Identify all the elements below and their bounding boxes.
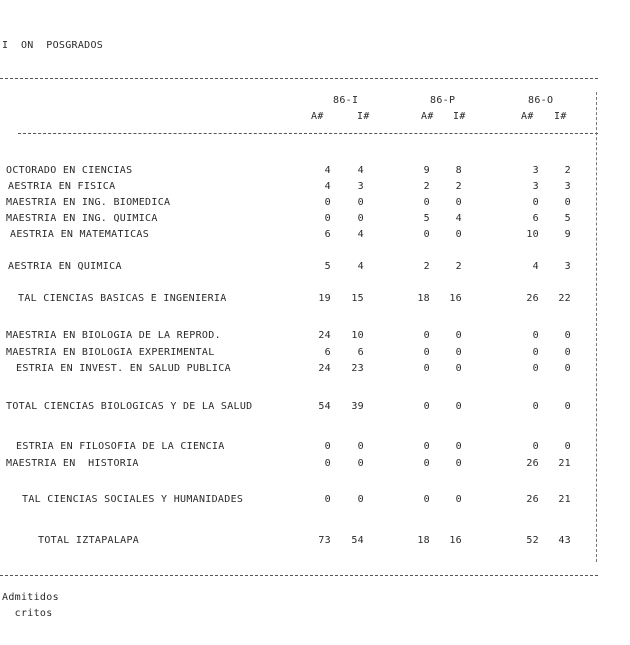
row-value: 54: [318, 401, 331, 412]
row-value: 26: [526, 458, 539, 469]
row-value: 0: [423, 401, 430, 412]
row-value: 16: [449, 535, 462, 546]
row-value: 0: [532, 347, 539, 358]
row-value: 0: [532, 401, 539, 412]
row-value: 0: [324, 494, 331, 505]
row-value: 0: [423, 197, 430, 208]
row-label: TOTAL CIENCIAS BIOLOGICAS Y DE LA SALUD: [6, 401, 253, 412]
row-value: 0: [455, 363, 462, 374]
col-sub-a-2: A#: [421, 111, 434, 122]
row-value: 0: [564, 363, 571, 374]
row-value: 0: [564, 441, 571, 452]
row-label: AESTRIA EN MATEMATICAS: [10, 229, 150, 240]
row-value: 0: [324, 213, 331, 224]
row-value: 0: [455, 347, 462, 358]
row-value: 0: [455, 330, 462, 341]
row-value: 0: [564, 197, 571, 208]
row-value: 6: [532, 213, 539, 224]
row-value: 4: [532, 261, 539, 272]
col-sub-i-3: I#: [554, 111, 567, 122]
col-sub-i-2: I#: [453, 111, 466, 122]
row-value: 0: [532, 363, 539, 374]
row-value: 2: [455, 261, 462, 272]
row-value: 10: [526, 229, 539, 240]
row-value: 0: [357, 213, 364, 224]
row-value: 0: [423, 330, 430, 341]
header-rule: [18, 133, 598, 134]
row-label: AESTRIA EN QUIMICA: [8, 261, 122, 272]
row-value: 21: [558, 494, 571, 505]
row-label: ESTRIA EN FILOSOFIA DE LA CIENCIA: [16, 441, 225, 452]
row-value: 18: [417, 535, 430, 546]
row-value: 0: [423, 494, 430, 505]
row-value: 0: [564, 347, 571, 358]
row-value: 0: [357, 494, 364, 505]
row-value: 54: [351, 535, 364, 546]
row-label: MAESTRIA EN BIOLOGIA EXPERIMENTAL: [6, 347, 215, 358]
col-sub-i-1: I#: [357, 111, 370, 122]
row-value: 0: [532, 330, 539, 341]
row-value: 4: [357, 165, 364, 176]
row-value: 0: [455, 229, 462, 240]
row-value: 19: [318, 293, 331, 304]
row-value: 2: [423, 181, 430, 192]
row-value: 4: [324, 165, 331, 176]
row-value: 0: [324, 441, 331, 452]
row-value: 10: [351, 330, 364, 341]
row-value: 6: [324, 347, 331, 358]
row-value: 0: [324, 458, 331, 469]
col-group-86-O: 86-O: [528, 95, 554, 106]
row-value: 0: [357, 458, 364, 469]
row-value: 5: [564, 213, 571, 224]
row-value: 0: [357, 197, 364, 208]
row-label: OCTORADO EN CIENCIAS: [6, 165, 133, 176]
top-rule: [0, 78, 598, 79]
row-value: 8: [455, 165, 462, 176]
row-value: 15: [351, 293, 364, 304]
row-label: MAESTRIA EN ING. BIOMEDICA: [6, 197, 171, 208]
row-value: 0: [423, 347, 430, 358]
row-value: 0: [455, 458, 462, 469]
row-value: 22: [558, 293, 571, 304]
row-value: 0: [357, 441, 364, 452]
row-value: 3: [357, 181, 364, 192]
row-value: 4: [324, 181, 331, 192]
row-value: 2: [564, 165, 571, 176]
row-value: 3: [564, 261, 571, 272]
row-label: MAESTRIA EN ING. QUIMICA: [6, 213, 158, 224]
row-value: 6: [357, 347, 364, 358]
row-value: 6: [324, 229, 331, 240]
col-sub-a-1: A#: [311, 111, 324, 122]
row-value: 0: [564, 401, 571, 412]
row-value: 52: [526, 535, 539, 546]
row-label: AESTRIA EN FISICA: [8, 181, 116, 192]
row-value: 24: [318, 363, 331, 374]
col-sub-a-3: A#: [521, 111, 534, 122]
row-value: 18: [417, 293, 430, 304]
row-value: 26: [526, 494, 539, 505]
row-label: TAL CIENCIAS SOCIALES Y HUMANIDADES: [22, 494, 244, 505]
report-title: I ON POSGRADOS: [2, 40, 104, 51]
legend-admitidos: Admitidos: [2, 592, 59, 603]
row-value: 9: [564, 229, 571, 240]
row-value: 0: [564, 330, 571, 341]
row-value: 23: [351, 363, 364, 374]
row-value: 21: [558, 458, 571, 469]
row-label: ESTRIA EN INVEST. EN SALUD PUBLICA: [16, 363, 231, 374]
right-border: [596, 92, 597, 562]
row-label: TOTAL IZTAPALAPA: [38, 535, 140, 546]
legend-inscritos: critos: [2, 608, 53, 619]
row-value: 24: [318, 330, 331, 341]
row-value: 5: [423, 213, 430, 224]
row-value: 2: [455, 181, 462, 192]
row-value: 0: [532, 441, 539, 452]
row-value: 0: [455, 494, 462, 505]
row-value: 4: [357, 261, 364, 272]
row-value: 39: [351, 401, 364, 412]
row-value: 73: [318, 535, 331, 546]
row-value: 0: [455, 401, 462, 412]
row-value: 16: [449, 293, 462, 304]
row-value: 0: [423, 441, 430, 452]
row-value: 26: [526, 293, 539, 304]
row-value: 0: [532, 197, 539, 208]
row-value: 9: [423, 165, 430, 176]
row-value: 43: [558, 535, 571, 546]
row-value: 0: [324, 197, 331, 208]
row-label: TAL CIENCIAS BASICAS E INGENIERIA: [18, 293, 227, 304]
row-value: 0: [423, 363, 430, 374]
col-group-86-P: 86-P: [430, 95, 456, 106]
row-label: MAESTRIA EN BIOLOGIA DE LA REPROD.: [6, 330, 221, 341]
row-value: 0: [423, 229, 430, 240]
col-group-86-I: 86-I: [333, 95, 359, 106]
row-value: 3: [564, 181, 571, 192]
row-value: 0: [423, 458, 430, 469]
row-label: MAESTRIA EN HISTORIA: [6, 458, 139, 469]
row-value: 2: [423, 261, 430, 272]
row-value: 3: [532, 181, 539, 192]
row-value: 4: [357, 229, 364, 240]
bottom-rule: [0, 575, 598, 576]
row-value: 5: [324, 261, 331, 272]
row-value: 0: [455, 441, 462, 452]
row-value: 0: [455, 197, 462, 208]
row-value: 4: [455, 213, 462, 224]
row-value: 3: [532, 165, 539, 176]
